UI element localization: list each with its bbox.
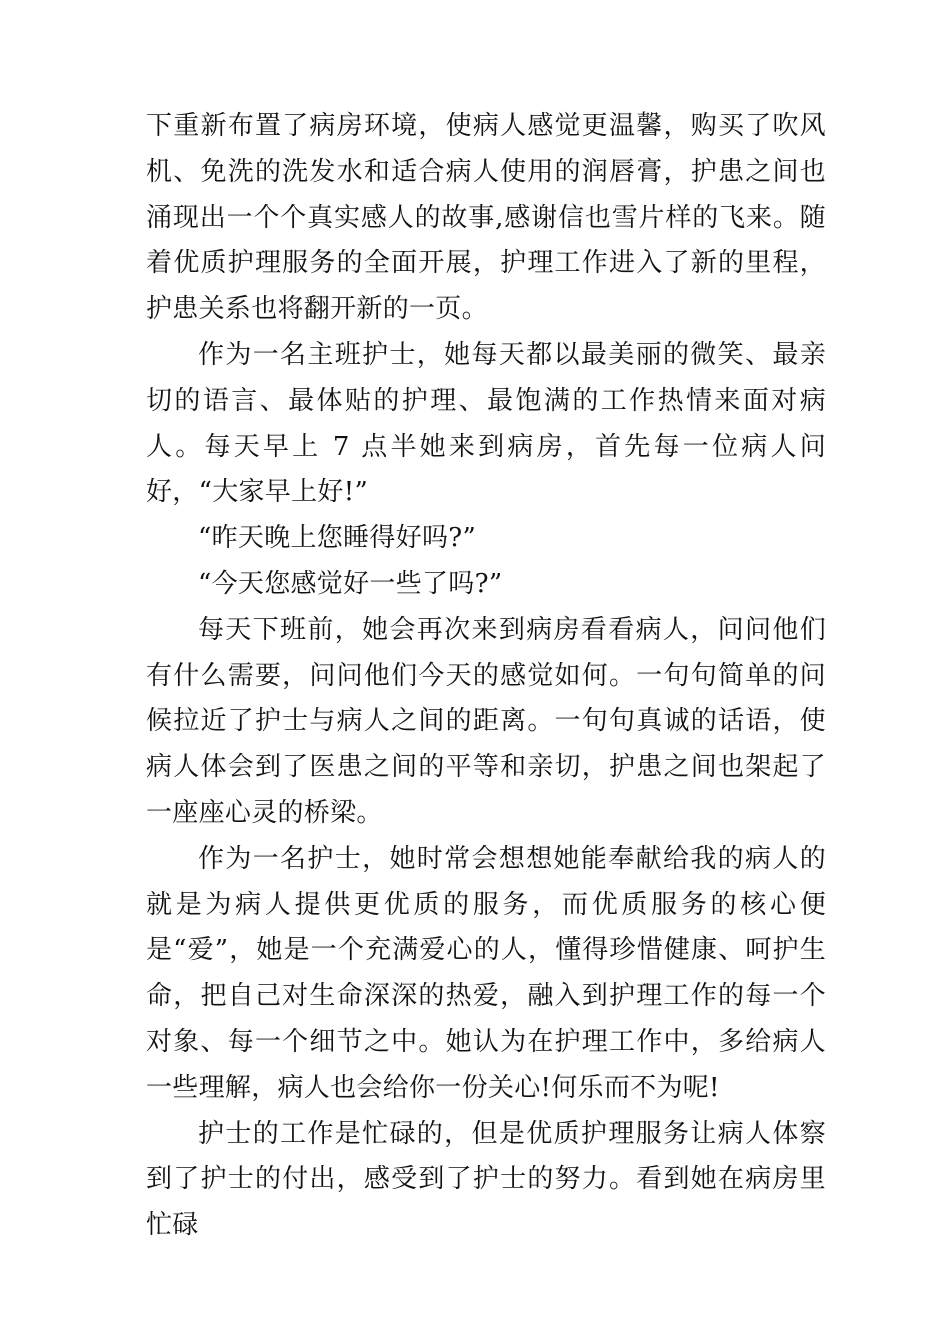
quote-sleep-question: “昨天晚上您睡得好吗?” <box>198 523 477 554</box>
paragraph-busy-work: 护士的工作是忙碌的，但是优质护理服务让病人体察到了护士的付出，感受到了护士的努力。看到她在病房里忙碌 <box>146 1118 826 1241</box>
quote-feeling-question: “今天您感觉好一些了吗?” <box>198 568 503 599</box>
paragraph-head-nurse: 作为一名主班护士，她每天都以最美丽的微笑、最亲切的语言、最体贴的护理、最饱满的工作热情来面对病人。每天早上 7 点半她来到病房，首先每一位病人问好，“大家早上好!” <box>146 339 826 508</box>
text-body <box>146 104 826 1249</box>
paragraph-after-shift: 每天下班前，她会再次来到病房看看病人，问问他们有什么需要，问问他们今天的感觉如何。一句句简单的问候拉近了护士与病人之间的距离。一句句真诚的话语，使病人体会到了医患之间的平等和亲切，护患之间也架起了一座座心灵的桥梁。 <box>146 614 826 828</box>
paragraph-continuation: 下重新布置了病房环境，使病人感觉更温馨，购买了吹风机、免洗的洗发水和适合病人使用的润唇膏，护患之间也涌现出一个个真实感人的故事,感谢信也雪片样的飞来。随着优质护理服务的全面开展，护理工作进入了新的里程，护患关系也将翻开新的一页。 <box>146 111 826 325</box>
paragraph-love-core: 作为一名护士，她时常会想想她能奉献给我的病人的就是为病人提供更优质的服务，而优质服务的核心便是“爱”，她是一个充满爱心的人，懂得珍惜健康、呵护生命，把自己对生命深深的热爱，融入到护理工作的每一个对象、每一个细节之中。她认为在护理工作中，多给病人一些理解，病人也会给你一份关心!何乐而不为呢! <box>146 843 826 1103</box>
